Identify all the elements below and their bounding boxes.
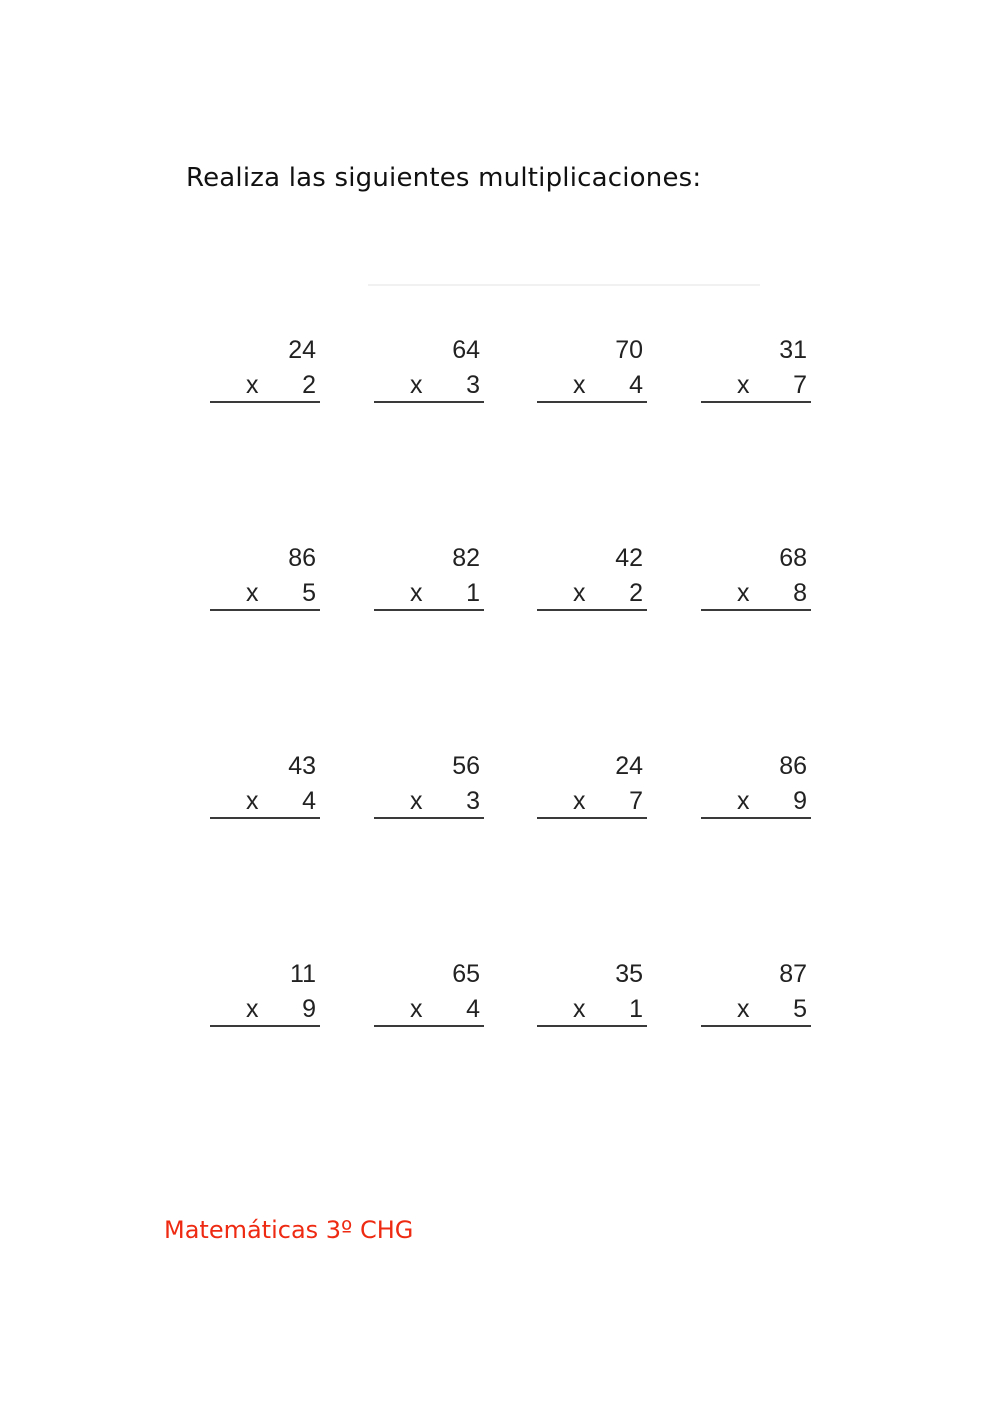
multiplier: 8: [793, 579, 807, 607]
answer-rule: [374, 401, 484, 403]
multiplication-problem: [701, 960, 811, 1030]
multiplicand: 24: [615, 752, 643, 780]
multiplier-row: [210, 371, 316, 401]
multiplier: 4: [629, 371, 643, 399]
multiplication-problem: [701, 336, 811, 406]
multiplier: 4: [466, 995, 480, 1023]
times-sign: x: [246, 371, 259, 399]
multiplication-grid: [210, 336, 810, 1036]
multiplier: 7: [793, 371, 807, 399]
multiplicand: 86: [288, 544, 316, 572]
multiplication-problem: [537, 336, 647, 406]
multiplier-row: [374, 787, 480, 817]
answer-rule: [210, 401, 320, 403]
times-sign: x: [737, 995, 750, 1023]
multiplicand: 42: [615, 544, 643, 572]
multiplication-problem: [374, 960, 484, 1030]
multiplication-problem: [210, 752, 320, 822]
multiplier-row: [210, 579, 316, 609]
answer-rule: [537, 1025, 647, 1027]
times-sign: x: [246, 787, 259, 815]
times-sign: x: [410, 371, 423, 399]
times-sign: x: [246, 995, 259, 1023]
multiplicand: 64: [452, 336, 480, 364]
times-sign: x: [246, 579, 259, 607]
multiplicand: 65: [452, 960, 480, 988]
times-sign: x: [573, 995, 586, 1023]
multiplicand: 56: [452, 752, 480, 780]
multiplication-problem: [210, 960, 320, 1030]
multiplier-row: [374, 995, 480, 1025]
multiplier: 3: [466, 371, 480, 399]
multiplier: 5: [302, 579, 316, 607]
times-sign: x: [737, 787, 750, 815]
multiplier: 9: [302, 995, 316, 1023]
multiplication-problem: [374, 752, 484, 822]
multiplier: 5: [793, 995, 807, 1023]
answer-rule: [537, 401, 647, 403]
worksheet-title: Realiza las siguientes multiplicaciones:: [186, 163, 702, 193]
multiplicand: 11: [290, 960, 316, 988]
multiplication-problem: [210, 336, 320, 406]
multiplier-row: [537, 371, 643, 401]
multiplication-problem: [537, 752, 647, 822]
times-sign: x: [737, 579, 750, 607]
multiplicand: 87: [779, 960, 807, 988]
times-sign: x: [573, 579, 586, 607]
answer-rule: [374, 1025, 484, 1027]
multiplication-problem: [701, 752, 811, 822]
times-sign: x: [573, 371, 586, 399]
multiplier: 4: [302, 787, 316, 815]
answer-rule: [210, 817, 320, 819]
answer-rule: [537, 817, 647, 819]
multiplier: 1: [466, 579, 480, 607]
multiplier-row: [701, 371, 807, 401]
times-sign: x: [573, 787, 586, 815]
multiplier: 3: [466, 787, 480, 815]
multiplier: 1: [629, 995, 643, 1023]
multiplier-row: [374, 371, 480, 401]
multiplier: 2: [629, 579, 643, 607]
answer-rule: [701, 401, 811, 403]
answer-rule: [701, 817, 811, 819]
multiplication-problem: [537, 544, 647, 614]
multiplication-problem: [537, 960, 647, 1030]
multiplicand: 82: [452, 544, 480, 572]
multiplier-row: [210, 995, 316, 1025]
multiplicand: 86: [779, 752, 807, 780]
footer-course-label: Matemáticas 3º CHG: [164, 1216, 414, 1244]
multiplication-problem: [374, 336, 484, 406]
multiplication-problem: [210, 544, 320, 614]
answer-rule: [210, 609, 320, 611]
multiplier-row: [374, 579, 480, 609]
answer-rule: [210, 1025, 320, 1027]
answer-rule: [374, 817, 484, 819]
multiplicand: 70: [615, 336, 643, 364]
times-sign: x: [410, 995, 423, 1023]
multiplier: 9: [793, 787, 807, 815]
answer-rule: [701, 609, 811, 611]
scan-artifact-line: [368, 284, 760, 286]
multiplier-row: [210, 787, 316, 817]
multiplier-row: [537, 995, 643, 1025]
multiplication-problem: [374, 544, 484, 614]
answer-rule: [701, 1025, 811, 1027]
multiplicand: 31: [779, 336, 807, 364]
answer-rule: [537, 609, 647, 611]
multiplier: 7: [629, 787, 643, 815]
multiplicand: 68: [779, 544, 807, 572]
multiplier-row: [537, 787, 643, 817]
multiplier-row: [701, 787, 807, 817]
multiplier: 2: [302, 371, 316, 399]
multiplier-row: [537, 579, 643, 609]
multiplier-row: [701, 579, 807, 609]
multiplicand: 43: [288, 752, 316, 780]
multiplier-row: [701, 995, 807, 1025]
times-sign: x: [410, 787, 423, 815]
times-sign: x: [410, 579, 423, 607]
multiplication-problem: [701, 544, 811, 614]
multiplicand: 35: [615, 960, 643, 988]
multiplicand: 24: [288, 336, 316, 364]
times-sign: x: [737, 371, 750, 399]
answer-rule: [374, 609, 484, 611]
